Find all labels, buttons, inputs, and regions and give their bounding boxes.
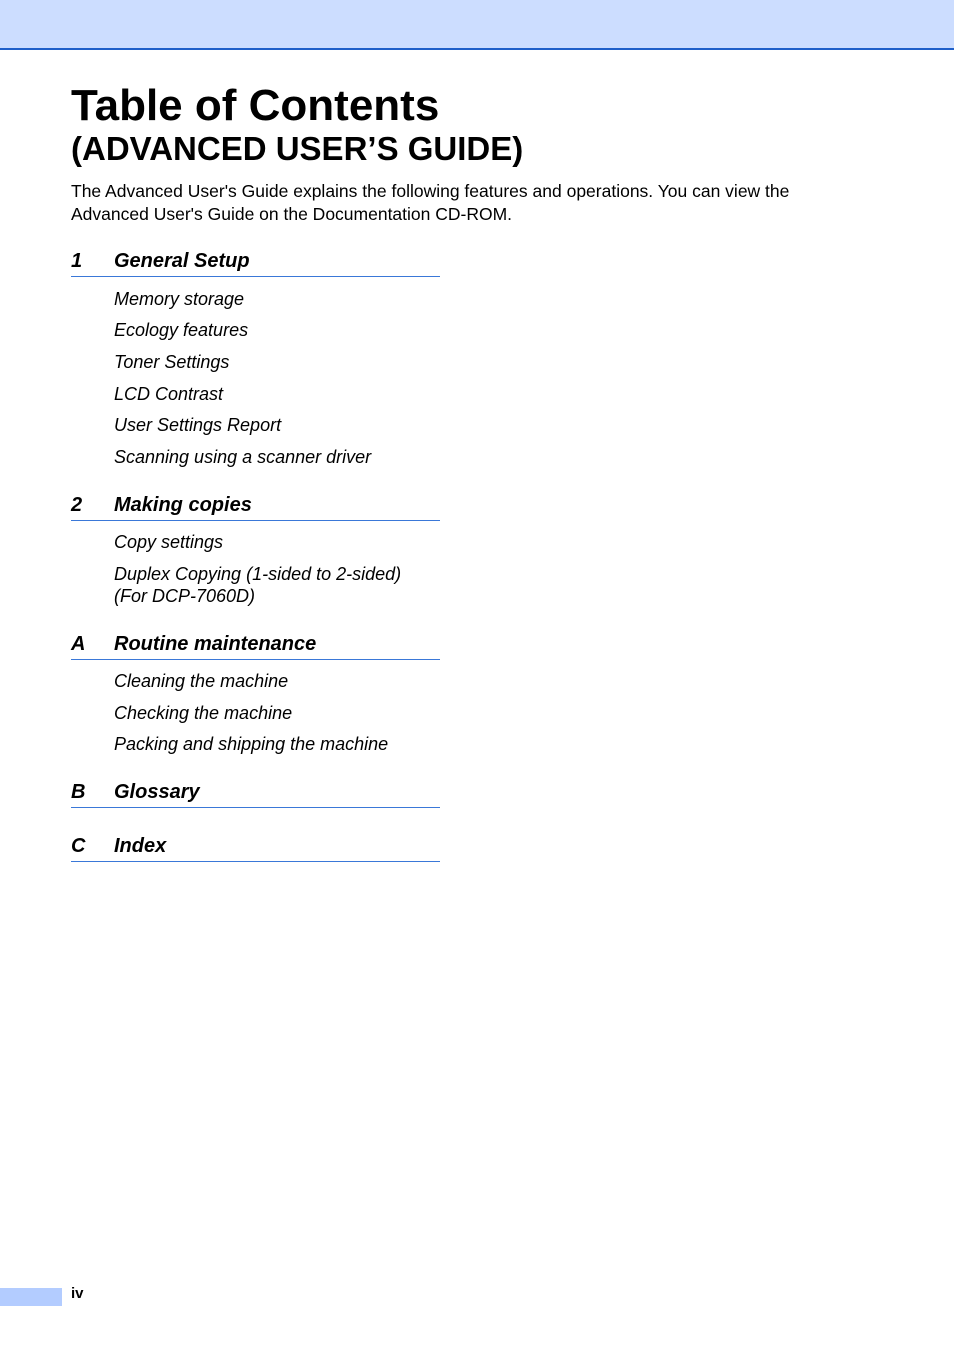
toc-section-index[interactable] [71,832,440,862]
intro-line-1: The Advanced User's Guide explains the following features and operations. You can view the [71,181,790,201]
toc-entry-lcd-contrast[interactable]: LCD Contrast [114,384,224,404]
header-band [0,0,954,50]
toc-section-making-copies[interactable] [71,491,440,521]
intro-line-2: Advanced User's Guide on the Documentation CD-ROM. [71,204,513,224]
toc-entry-scanning-driver[interactable]: Scanning using a scanner driver [114,447,372,467]
toc-section-glossary[interactable] [71,778,440,808]
toc-entry-ecology-features[interactable]: Ecology features [114,320,249,340]
toc-entry-duplex-copying[interactable]: Duplex Copying (1-sided to 2-sided) [114,564,402,584]
section-label: Index [114,835,167,857]
toc-section-general-setup[interactable] [71,247,440,277]
toc-section-routine-maintenance[interactable] [71,630,440,660]
toc-entry-packing-shipping[interactable]: Packing and shipping the machine [114,734,389,754]
footer-band [0,1288,62,1306]
section-label: Routine maintenance [114,633,317,655]
section-number: A [71,633,86,655]
section-label: Making copies [114,494,252,516]
section-label: General Setup [114,250,250,272]
section-number: C [71,835,86,857]
toc-entry-memory-storage[interactable]: Memory storage [114,289,245,309]
section-number: B [71,781,86,803]
toc-entry-user-settings-report[interactable]: User Settings Report [114,415,282,435]
section-number: 1 [71,250,83,272]
section-number: 2 [71,494,83,516]
toc-entry-copy-settings[interactable]: Copy settings [114,532,224,552]
section-label: Glossary [114,781,200,803]
toc-entry-checking-machine[interactable]: Checking the machine [114,703,293,723]
toc-entry-toner-settings[interactable]: Toner Settings [114,352,230,372]
page-number: iv [71,1285,84,1302]
intro-paragraph [71,180,871,226]
page-subtitle: (ADVANCED USER’S GUIDE) [71,130,524,167]
page-title: Table of Contents [71,81,440,130]
toc-entry-duplex-copying-model[interactable]: (For DCP-7060D) [114,586,256,606]
toc-entry-cleaning-machine[interactable]: Cleaning the machine [114,671,289,691]
